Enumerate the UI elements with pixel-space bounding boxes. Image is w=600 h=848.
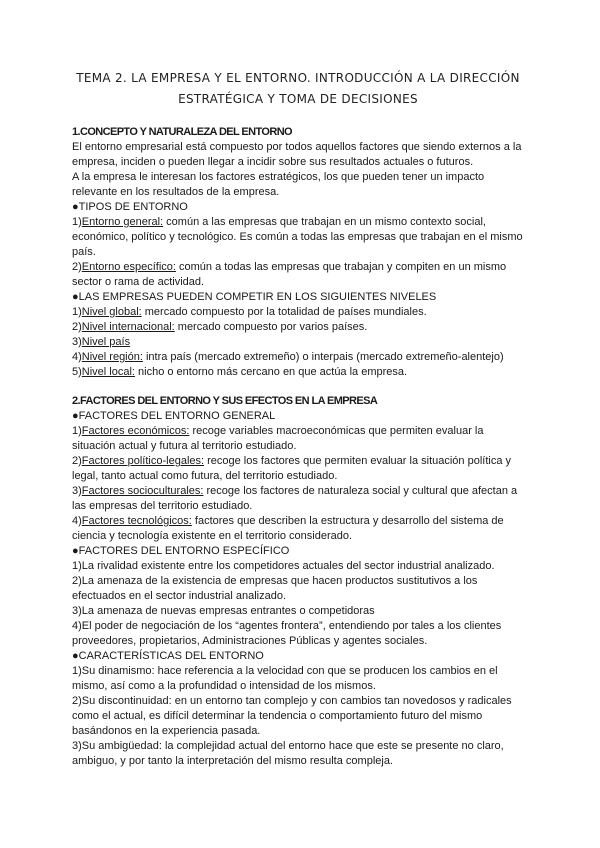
item-number: 2) [72,321,82,333]
list-item: 1)Su dinamismo: hace referencia a la velocidad con que se producen los cambios en el mismo, así como a la profundidad o intensidad de los mismos. [72,665,498,692]
item-description: intra país (mercado extremeño) o interpais (mercado extremeño-alentejo) [142,351,504,363]
section-1-heading: 1.CONCEPTO Y NATURALEZA DEL ENTORNO [72,126,293,138]
item-term: Factores político-legales: [81,455,205,467]
paragraph: El entorno empresarial está compuesto por todos aquellos factores que siendo externos a la empresa, inciden o pueden llegar a incidir sobre sus resultados actuales o futuros. [72,141,522,168]
item-term: Nivel global: [81,306,142,318]
document-title [72,0,524,110]
list-item: 1)La rivalidad existente entre los competidores actuales del sector industrial analizado. [72,560,495,572]
list-item [72,484,524,514]
item-term: Nivel país [81,336,131,348]
title-line-2: ESTRATÉGICA Y TOMA DE DECISIONES [178,92,418,106]
list-item [72,320,524,335]
list-item [72,305,524,320]
list-item: 4)El poder de negociación de los “agentes frontera”, entendiendo por tales a los clientes proveedores, propietarios, Administraciones Públicas y agentes sociales. [72,620,502,647]
item-term: Nivel internacional: [81,321,175,333]
tipos-list [72,215,524,290]
niveles-list [72,305,524,380]
list-item [72,514,524,544]
item-number: 3) [72,336,82,348]
item-description: recoge los factores que permiten evaluar la situación política y legal, tanto actual como futura, del territorio estudiado. [72,455,512,482]
list-item [72,350,524,365]
item-term: Nivel local: [81,366,135,378]
list-item [72,365,524,380]
list-item [72,335,524,350]
item-description: recoge variables macroeconómicas que permiten evaluar la situación actual y futura al territorio estudiado. [72,425,484,452]
list-item [72,424,524,454]
item-number: 2) [72,455,82,467]
bullet-heading-niveles: ●LAS EMPRESAS PUEDEN COMPETIR EN LOS SIGUIENTES NIVELES [72,291,437,303]
item-term: Factores tecnológicos: [81,515,192,527]
title-line-1: TEMA 2. LA EMPRESA Y EL ENTORNO. INTRODUCCIÓN A LA DIRECCIÓN [76,71,520,85]
item-term: Entorno general: [81,216,164,228]
bullet-heading-especifico: ●FACTORES DEL ENTORNO ESPECÍFICO [72,545,290,557]
item-description: nicho o entorno más cercano en que actúa la empresa. [134,366,408,378]
item-number: 4) [72,515,82,527]
item-number: 5) [72,366,82,378]
section-2-heading: 2.FACTORES DEL ENTORNO Y SUS EFECTOS EN LA EMPRESA [72,395,378,407]
item-description: factores que describen la estructura y desarrollo del sistema de ciencia y tecnología existente en el territorio considerado. [72,515,504,542]
item-description: recoge los factores de naturaleza social y cultural que afectan a las empresas del territorio estudiado. [72,485,518,512]
item-number: 1) [72,425,82,437]
list-item [72,260,524,290]
list-item [72,215,524,260]
item-number: 1) [72,216,82,228]
caracteristicas-list [72,664,524,769]
item-number: 1) [72,306,82,318]
bullet-heading-general: ●FACTORES DEL ENTORNO GENERAL [72,410,276,422]
item-term: Entorno específico: [81,261,176,273]
item-description: mercado compuesto por varios países. [174,321,368,333]
list-item: 2)La amenaza de la existencia de empresas que hacen productos sustitutivos a los efectuados en el sector industrial analizado. [72,575,478,602]
bullet-heading-tipos: ●TIPOS DE ENTORNO [72,201,188,213]
bullet-heading-caracteristicas: ●CARACTERÍSTICAS DEL ENTORNO [72,650,264,662]
section-2-body [72,409,524,769]
general-list [72,424,524,544]
especifico-list [72,559,524,649]
item-description: mercado compuesto por la totalidad de países mundiales. [141,306,427,318]
item-number: 3) [72,485,82,497]
paragraph: A la empresa le interesan los factores estratégicos, los que pueden tener un impacto relevante en los resultados de la empresa. [72,171,485,198]
list-item [72,454,524,484]
item-number: 4) [72,351,82,363]
list-item: 3)La amenaza de nuevas empresas entrantes o competidoras [72,605,375,617]
item-term: Nivel región: [81,351,143,363]
section-1-body [72,140,524,380]
item-term: Factores socioculturales: [81,485,204,497]
item-number: 2) [72,261,82,273]
list-item: 2)Su discontinuidad: en un entorno tan complejo y con cambios tan novedosos y radicales como el actual, es difícil determinar la tendencia o comportamiento futuro del mismo basándonos en la experiencia pasada. [72,695,512,737]
item-description: común a todas las empresas que trabajan y compiten en un mismo sector o rama de actividad. [72,261,507,288]
list-item: 3)Su ambigüedad: la complejidad actual del entorno hace que este se presente no claro, ambiguo, y por tanto la interpretación del mismo resulta compleja. [72,740,504,767]
item-description: común a las empresas que trabajan en un mismo contexto social, económico, político y tecnológico. Es común a todas las empresas que trabajan en el mismo país. [72,216,523,258]
item-term: Factores económicos: [81,425,190,437]
